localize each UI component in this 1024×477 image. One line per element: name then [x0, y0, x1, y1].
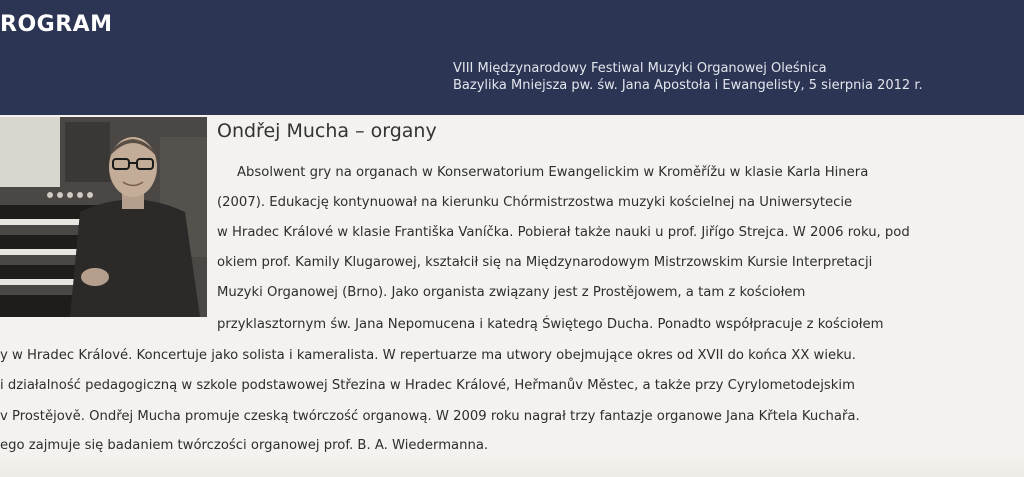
bio-line: (2007). Edukację kontynuował na kierunku Chórmistrzostwa muzyki kościelnej na Uniwersytecie	[217, 195, 853, 210]
bio-line: y w Hradec Králové. Koncertuje jako solista i kameralista. W repertuarze ma utwory obejmujące okres od XVII do końca XX wieku.	[0, 348, 856, 363]
bio-line: Absolwent gry na organach w Konserwatorium Ewangelickim w Kroměřížu w klasie Karla Hinera	[237, 165, 869, 180]
bio-line: i działalność pedagogiczną w szkole podstawowej Střezina w Hradec Králové, Heřmanův Městec, a także przy Cyrylometodejskim	[0, 378, 855, 393]
performer-name-heading: Ondřej Mucha – organy	[217, 120, 437, 142]
bio-line: w Hradec Králové w klasie Františka Vaníčka. Pobierał także nauki u prof. Jiřígo Strejca. W 2006 roku, pod	[217, 225, 910, 240]
bio-line: okiem prof. Kamily Klugarowej, kształcił się na Międzynarodowym Mistrzowskim Kursie Interpretacji	[217, 255, 873, 270]
bio-line: ego zajmuje się badaniem twórczości organowej prof. B. A. Wiedermanna.	[0, 438, 489, 453]
page-bottom-edge	[0, 455, 1024, 477]
venue-date: Bazylika Mniejsza pw. św. Jana Apostoła i Ewangelisty, 5 sierpnia 2012 r.	[453, 78, 923, 93]
performer-photo	[0, 117, 207, 317]
event-info	[453, 60, 923, 94]
bio-line: przyklasztornym św. Jana Nepomucena i katedrą Świętego Ducha. Ponadto współpracuje z kościołem	[217, 317, 884, 332]
header-band	[0, 0, 1024, 115]
festival-name: VIII Międzynarodowy Festiwal Muzyki Organowej Oleśnica	[453, 61, 827, 76]
organist-at-console-image	[0, 117, 207, 317]
bio-line: v Prostějově. Ondřej Mucha promuje czeską twórczość organową. W 2009 roku nagrał trzy fantazje organowe Jana Křtela Kuchařa.	[0, 409, 860, 424]
program-title: ROGRAM	[0, 12, 113, 37]
bio-line: Muzyki Organowej (Brno). Jako organista związany jest z Prostějowem, a tam z kościołem	[217, 285, 806, 300]
